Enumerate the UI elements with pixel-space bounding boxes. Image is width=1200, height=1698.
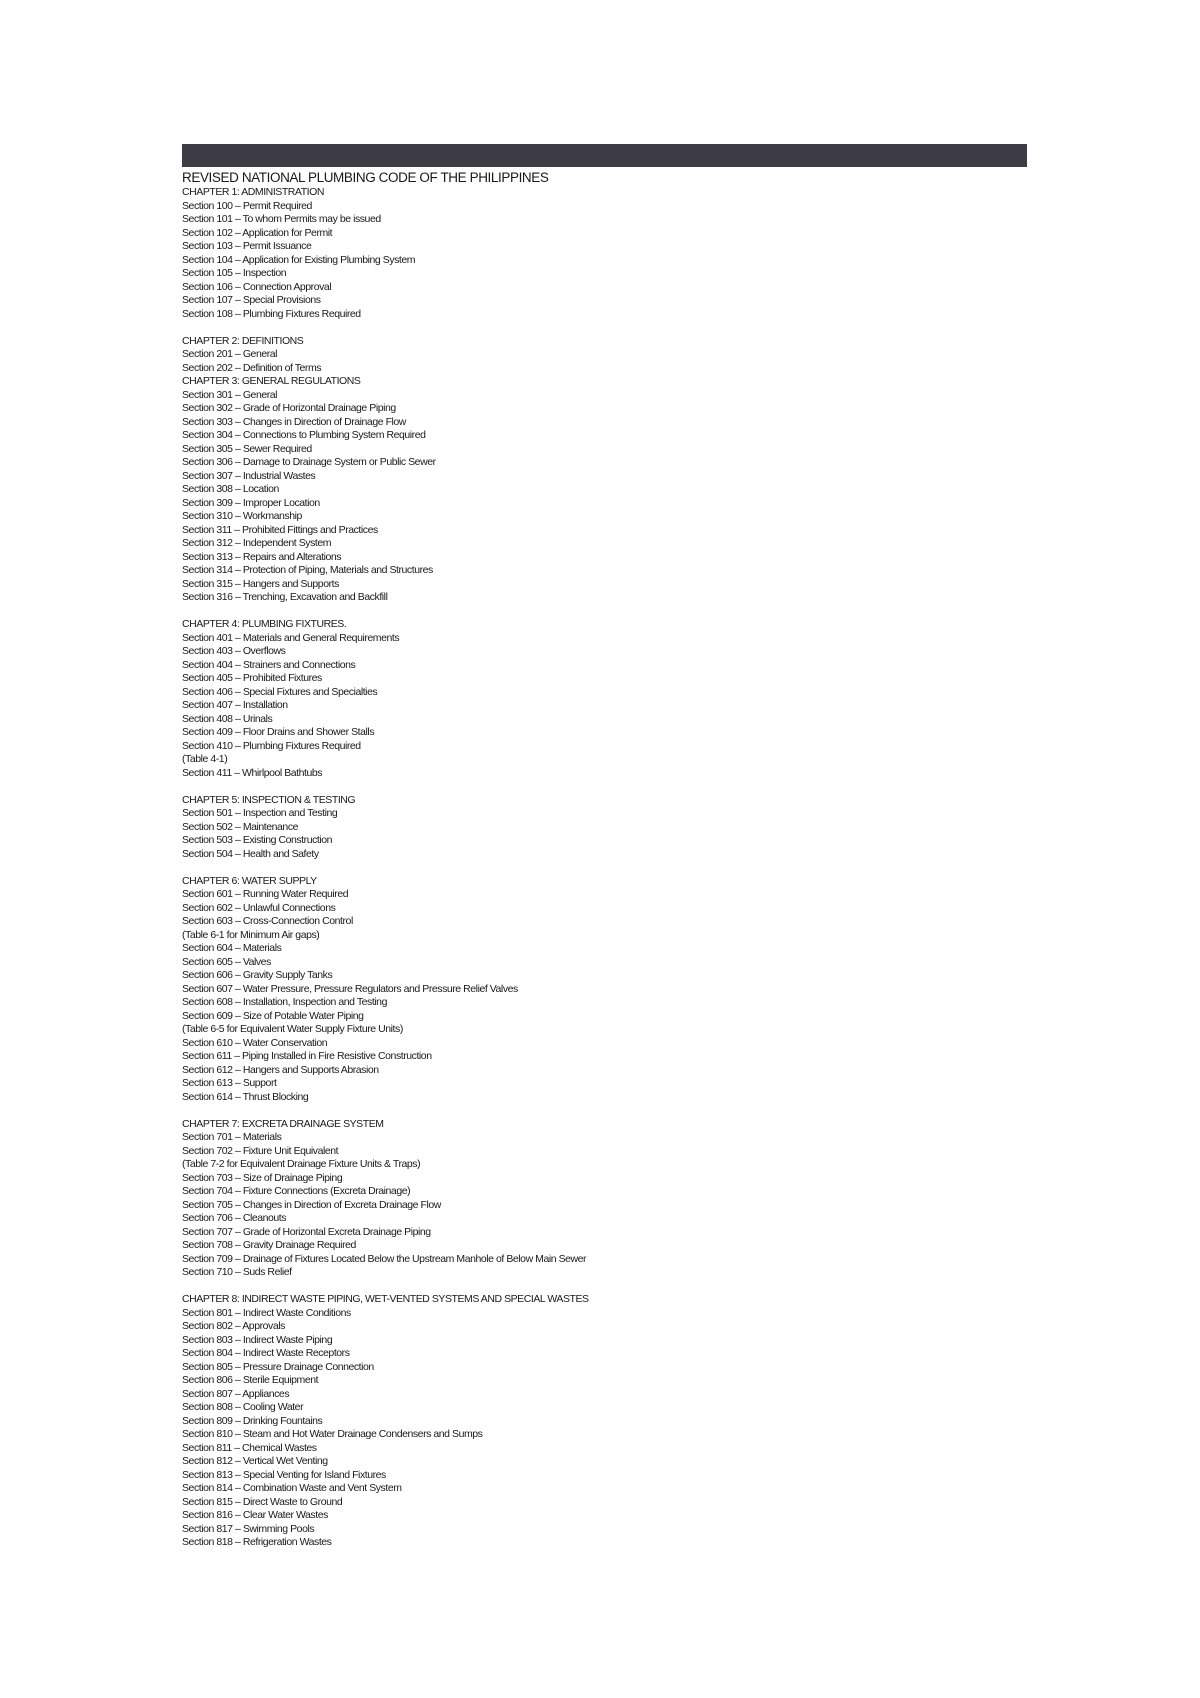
section-entry: Section 202 – Definition of Terms xyxy=(182,361,322,374)
section-entry: Section 603 – Cross-Connection Control xyxy=(182,915,353,927)
section-entry: Section 107 – Special Provisions xyxy=(182,294,321,306)
chapter-block xyxy=(182,186,1082,335)
section-entry: Section 411 – Whirlpool Bathtubs xyxy=(182,766,323,779)
section-entry: Section 103 – Permit Issuance xyxy=(182,240,312,252)
section-entry: Section 608 – Installation, Inspection and Testing xyxy=(182,996,387,1008)
section-entry: Section 609 – Size of Potable Water Piping xyxy=(182,1009,364,1022)
section-entry: Section 610 – Water Conservation xyxy=(182,1036,328,1049)
section-entry: Section 809 – Drinking Fountains xyxy=(182,1414,323,1427)
section-entry: Section 812 – Vertical Wet Venting xyxy=(182,1455,328,1467)
section-entry: Section 611 – Piping Installed in Fire Resistive Construction xyxy=(182,1050,432,1062)
section-entry: Section 612 – Hangers and Supports Abrasion xyxy=(182,1063,379,1076)
section-entry: Section 803 – Indirect Waste Piping xyxy=(182,1333,333,1346)
section-entry: Section 804 – Indirect Waste Receptors xyxy=(182,1347,350,1359)
chapter-title: CHAPTER 8: INDIRECT WASTE PIPING, WET-VENTED SYSTEMS AND SPECIAL WASTES xyxy=(182,1293,589,1305)
section-entry: Section 705 – Changes in Direction of Excreta Drainage Flow xyxy=(182,1198,441,1211)
section-entry: Section 701 – Materials xyxy=(182,1131,282,1143)
section-entry: Section 709 – Drainage of Fixtures Located Below the Upstream Manhole of Below Main Sewer xyxy=(182,1252,587,1265)
chapter-title: CHAPTER 4: PLUMBING FIXTURES. xyxy=(182,618,347,630)
section-entry: Section 818 – Refrigeration Wastes xyxy=(182,1536,332,1548)
section-entry: Section 406 – Special Fixtures and Specialties xyxy=(182,685,378,698)
section-entry: Section 308 – Location xyxy=(182,483,279,495)
section-entry: Section 613 – Support xyxy=(182,1077,277,1089)
chapter-spacer xyxy=(182,780,1082,794)
chapter-block xyxy=(182,794,1082,875)
section-entry: Section 816 – Clear Water Wastes xyxy=(182,1509,328,1521)
chapter-spacer xyxy=(182,321,1082,335)
section-entry: Section 408 – Urinals xyxy=(182,712,273,725)
section-entry: Section 314 – Protection of Piping, Materials and Structures xyxy=(182,564,433,576)
section-entry: Section 817 – Swimming Pools xyxy=(182,1522,315,1535)
chapter-title: CHAPTER 3: GENERAL REGULATIONS xyxy=(182,375,361,387)
document-title: REVISED NATIONAL PLUMBING CODE OF THE PHILIPPINES xyxy=(182,170,549,185)
section-entry: Section 704 – Fixture Connections (Excreta Drainage) xyxy=(182,1185,411,1197)
section-entry: Section 605 – Valves xyxy=(182,955,271,968)
chapter-block xyxy=(182,335,1082,376)
header-bar xyxy=(182,144,1027,167)
chapter-block xyxy=(182,1293,1082,1550)
section-entry: Section 305 – Sewer Required xyxy=(182,442,312,455)
section-entry: Section 805 – Pressure Drainage Connection xyxy=(182,1360,374,1373)
section-entry: Section 707 – Grade of Horizontal Excreta Drainage Piping xyxy=(182,1225,431,1238)
section-entry: Section 602 – Unlawful Connections xyxy=(182,901,336,914)
section-entry: Section 708 – Gravity Drainage Required xyxy=(182,1239,356,1251)
chapter-block xyxy=(182,618,1082,794)
section-entry: Section 306 – Damage to Drainage System or Public Sewer xyxy=(182,456,436,468)
section-entry: Section 501 – Inspection and Testing xyxy=(182,807,338,819)
section-entry: Section 301 – General xyxy=(182,388,278,401)
section-entry: Section 100 – Permit Required xyxy=(182,199,312,212)
section-entry: Section 311 – Prohibited Fittings and Practices xyxy=(182,523,378,536)
section-entry: Section 502 – Maintenance xyxy=(182,820,299,833)
chapter-title: CHAPTER 6: WATER SUPPLY xyxy=(182,874,317,887)
section-entry: Section 702 – Fixture Unit Equivalent xyxy=(182,1144,339,1157)
section-entry: Section 703 – Size of Drainage Piping xyxy=(182,1171,343,1184)
section-entry: Section 815 – Direct Waste to Ground xyxy=(182,1495,343,1508)
section-entry: Section 404 – Strainers and Connections xyxy=(182,658,356,671)
section-entry: Section 811 – Chemical Wastes xyxy=(182,1441,317,1454)
section-entry: (Table 6-1 for Minimum Air gaps) xyxy=(182,928,320,941)
section-entry: Section 607 – Water Pressure, Pressure Regulators and Pressure Relief Valves xyxy=(182,982,518,995)
section-entry: Section 302 – Grade of Horizontal Drainage Piping xyxy=(182,402,396,414)
section-entry: Section 503 – Existing Construction xyxy=(182,834,333,846)
section-entry: Section 403 – Overflows xyxy=(182,645,286,657)
section-entry: Section 315 – Hangers and Supports xyxy=(182,577,339,590)
section-entry: Section 807 – Appliances xyxy=(182,1387,290,1400)
section-entry: Section 604 – Materials xyxy=(182,942,282,954)
chapter-spacer xyxy=(182,605,1082,619)
section-entry: Section 316 – Trenching, Excavation and Backfill xyxy=(182,591,388,603)
section-entry: Section 105 – Inspection xyxy=(182,267,287,279)
chapter-spacer xyxy=(182,1280,1082,1294)
section-entry: Section 801 – Indirect Waste Conditions xyxy=(182,1306,351,1319)
document-body xyxy=(182,170,1082,1550)
section-entry: Section 104 – Application for Existing Plumbing System xyxy=(182,253,416,266)
section-entry: Section 106 – Connection Approval xyxy=(182,280,332,293)
section-entry: Section 303 – Changes in Direction of Drainage Flow xyxy=(182,415,406,428)
section-entry: Section 409 – Floor Drains and Shower Stalls xyxy=(182,726,375,738)
chapter-block xyxy=(182,375,1082,618)
chapter-title: CHAPTER 1: ADMINISTRATION xyxy=(182,186,324,198)
section-entry: Section 808 – Cooling Water xyxy=(182,1401,304,1413)
section-entry: Section 310 – Workmanship xyxy=(182,510,302,522)
section-entry: Section 304 – Connections to Plumbing System Required xyxy=(182,429,426,441)
chapter-title: CHAPTER 7: EXCRETA DRAINAGE SYSTEM xyxy=(182,1117,384,1130)
section-entry: Section 410 – Plumbing Fixtures Required xyxy=(182,739,361,752)
chapter-spacer xyxy=(182,1104,1082,1118)
section-entry: Section 706 – Cleanouts xyxy=(182,1212,287,1224)
chapter-title: CHAPTER 5: INSPECTION & TESTING xyxy=(182,793,356,806)
section-entry: Section 601 – Running Water Required xyxy=(182,888,349,900)
section-entry: Section 102 – Application for Permit xyxy=(182,226,333,239)
chapter-block xyxy=(182,1118,1082,1294)
chapter-block xyxy=(182,875,1082,1118)
chapter-list xyxy=(182,186,1082,1550)
section-entry: Section 813 – Special Venting for Island Fixtures xyxy=(182,1468,386,1481)
section-entry: Section 614 – Thrust Blocking xyxy=(182,1090,309,1103)
section-entry: Section 201 – General xyxy=(182,348,278,360)
section-entry: Section 307 – Industrial Wastes xyxy=(182,469,316,482)
section-entry: (Table 7-2 for Equivalent Drainage Fixture Units & Traps) xyxy=(182,1158,421,1170)
section-entry: (Table 4-1) xyxy=(182,753,228,765)
section-entry: Section 313 – Repairs and Alterations xyxy=(182,550,342,563)
section-entry: (Table 6-5 for Equivalent Water Supply Fixture Units) xyxy=(182,1023,403,1035)
section-entry: Section 405 – Prohibited Fixtures xyxy=(182,672,322,684)
section-entry: Section 401 – Materials and General Requirements xyxy=(182,631,400,644)
section-entry: Section 806 – Sterile Equipment xyxy=(182,1374,319,1386)
section-entry: Section 810 – Steam and Hot Water Drainage Condensers and Sumps xyxy=(182,1428,483,1440)
section-entry: Section 710 – Suds Relief xyxy=(182,1266,292,1278)
section-entry: Section 802 – Approvals xyxy=(182,1320,285,1332)
section-entry: Section 312 – Independent System xyxy=(182,537,332,549)
section-entry: Section 814 – Combination Waste and Vent System xyxy=(182,1482,402,1494)
section-entry: Section 606 – Gravity Supply Tanks xyxy=(182,969,333,981)
section-entry: Section 407 – Installation xyxy=(182,699,288,711)
section-entry: Section 504 – Health and Safety xyxy=(182,847,319,860)
section-entry: Section 309 – Improper Location xyxy=(182,496,320,509)
section-entry: Section 108 – Plumbing Fixtures Required xyxy=(182,307,361,320)
chapter-title: CHAPTER 2: DEFINITIONS xyxy=(182,334,304,347)
chapter-spacer xyxy=(182,861,1082,875)
section-entry: Section 101 – To whom Permits may be issued xyxy=(182,213,381,225)
